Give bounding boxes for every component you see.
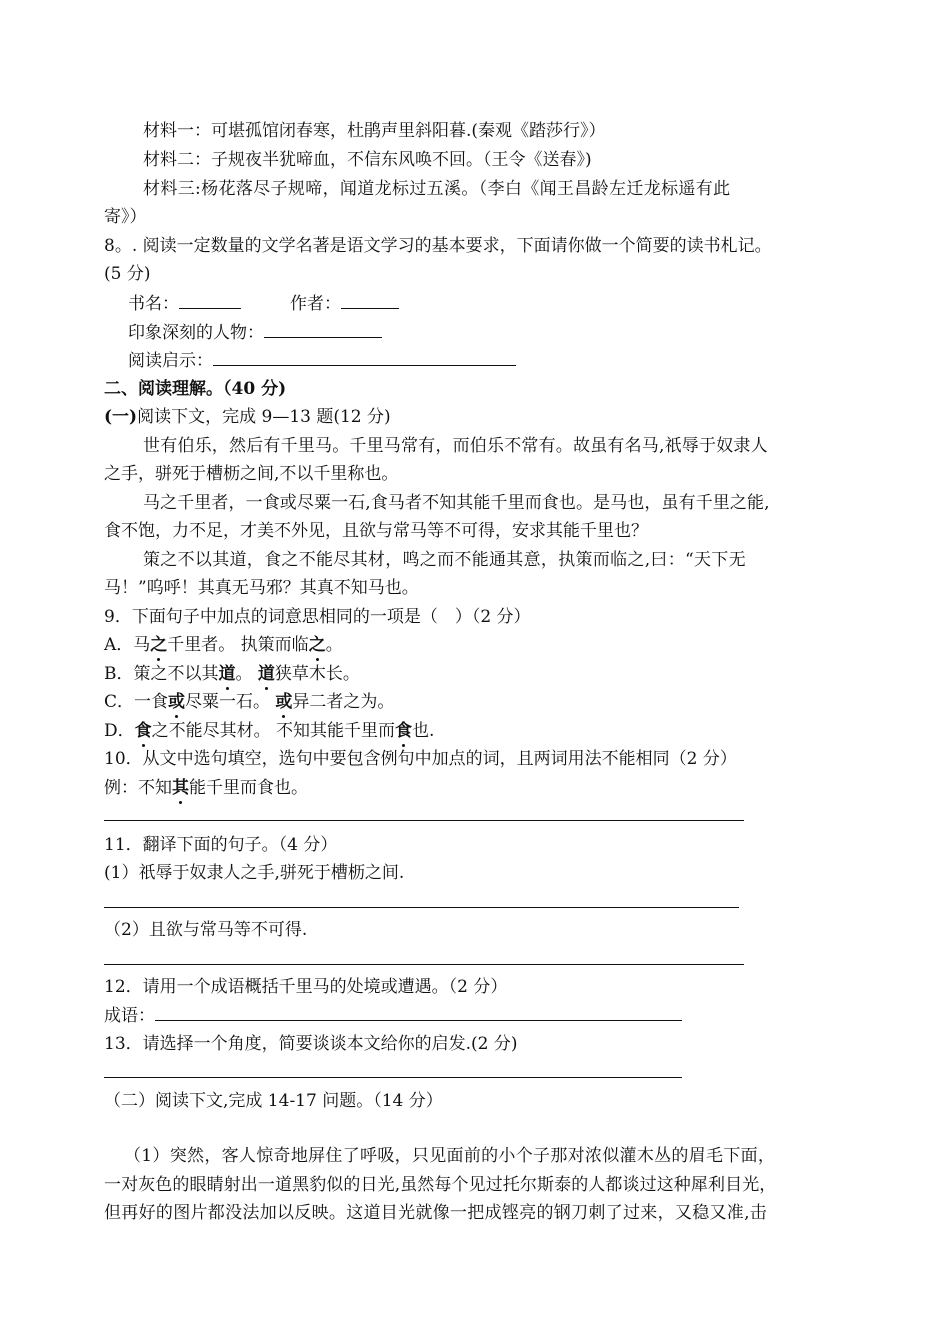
- option-text: 也.: [412, 721, 435, 741]
- q10-example: [104, 778, 308, 798]
- q8-stem: 8。. 阅读一定数量的文学名著是语文学习的基本要求，下面请你做一个简要的读书札记。: [104, 236, 772, 256]
- part-2-title: （二）阅读下文,完成 14-17 问题。（14 分）: [104, 1091, 443, 1111]
- q12-idiom-field: [104, 1005, 682, 1026]
- part-2-line: 一对灰色的眼睛射出一道黑豹似的日光,虽然每个见过托尔斯泰的人都谈过这种犀利目光，: [104, 1175, 777, 1195]
- author-blank[interactable]: [341, 293, 399, 309]
- dotted-word: 或: [168, 692, 186, 712]
- section-2-title: 二、阅读理解。（40 分): [104, 379, 287, 399]
- q8-score: (5 分): [104, 264, 151, 284]
- option-text: 异二者之为。: [292, 692, 395, 712]
- option-text: 尽粟一石。: [185, 692, 276, 712]
- character-blank[interactable]: [264, 322, 382, 338]
- q11-stem: 11．翻译下面的句子。（4 分）: [104, 835, 338, 855]
- part-1-text: 阅读下文，完成 9—13 题(12 分): [137, 407, 391, 427]
- option-text: 。: [325, 635, 343, 655]
- dotted-word: 道: [257, 664, 275, 684]
- dotted-word: 食: [134, 721, 152, 741]
- passage-line: 世有伯乐，然后有千里马。千里马常有，而伯乐不常有。故虽有名马,祇辱于奴隶人: [143, 436, 768, 456]
- q11-answer-line-2[interactable]: [104, 964, 744, 965]
- part-2-line: （1）突然，客人惊奇地屏住了呼吸，只见面前的小个子那对浓似灌木丛的眉毛下面，: [124, 1146, 776, 1166]
- book-title-blank[interactable]: [179, 293, 241, 309]
- character-label: 印象深刻的人物：: [128, 323, 264, 343]
- idiom-label: 成语：: [104, 1006, 155, 1026]
- part-1-prefix: (一): [104, 407, 138, 427]
- dotted-word: 之: [150, 635, 168, 655]
- example-text: 能千里而食也。: [189, 778, 308, 798]
- passage-line: 食不饱，力不足，才美不外见，且欲与常马等不可得，安求其能千里也？: [104, 521, 648, 541]
- q11-answer-line-1[interactable]: [104, 907, 739, 908]
- option-text: B．策之不以其: [104, 664, 219, 684]
- q11-sentence-1: (1）祇辱于奴隶人之手,骈死于槽枥之间.: [104, 863, 405, 883]
- book-title-label: 书名：: [128, 294, 179, 314]
- character-field: [128, 322, 382, 343]
- q13-stem: 13．请选择一个角度，简要谈谈本文给你的启发.(2 分): [104, 1034, 518, 1054]
- author-label: 作者：: [290, 294, 341, 314]
- passage-line: 马之千里者，一食或尽粟一石,食马者不知其能千里而食也。是马也，虽有千里之能,: [143, 493, 770, 513]
- q9-option-b[interactable]: [104, 664, 360, 684]
- insight-field: [128, 350, 516, 371]
- dotted-word: 或: [275, 692, 293, 712]
- passage-line: 马！”呜呼！其真无马邪？其真不知马也。: [104, 578, 419, 598]
- author-field: [290, 293, 399, 314]
- option-text: C．一食: [104, 692, 169, 712]
- dotted-word: 道: [218, 664, 236, 684]
- insight-label: 阅读启示：: [128, 351, 213, 371]
- passage-line: 策之不以其道，食之不能尽其材，鸣之而不能通其意，执策而临之,曰：“天下无: [143, 550, 746, 570]
- dotted-word: 其: [172, 778, 189, 798]
- q9-option-a[interactable]: [104, 635, 343, 655]
- option-text: 狭草木长。: [274, 664, 360, 684]
- q9-option-c[interactable]: [104, 692, 394, 712]
- dotted-word: 食: [395, 721, 413, 741]
- option-text: D．: [104, 721, 135, 741]
- passage-line: 之手，骈死于槽枥之间,不以千里称也。: [104, 464, 399, 484]
- option-text: 。: [235, 664, 258, 684]
- material-2: 材料二：子规夜半犹啼血，不信东风唤不回。（王令《送春》): [143, 150, 592, 170]
- option-text: A．马: [104, 635, 151, 655]
- option-text: 千里者。 执策而临: [167, 635, 309, 655]
- idiom-blank[interactable]: [155, 1005, 682, 1021]
- material-1: 材料一：可堪孤馆闭春寒，杜鹃声里斜阳暮.(秦观《踏莎行》）: [143, 121, 606, 141]
- material-3-cont: 寄》）: [104, 207, 147, 227]
- q9-option-d[interactable]: [104, 721, 434, 741]
- material-3: 材料三:杨花落尽子规啼，闻道龙标过五溪。（李白《闻王昌龄左迁龙标遥有此: [143, 179, 731, 199]
- book-title-field: [128, 293, 241, 314]
- q9-stem: 9．下面句子中加点的词意思相同的一项是（ ）（2 分）: [104, 607, 531, 627]
- q10-answer-line[interactable]: [104, 820, 744, 821]
- dotted-word: 之: [308, 635, 326, 655]
- insight-blank[interactable]: [213, 350, 516, 366]
- q11-sentence-2: （2）且欲与常马等不可得.: [104, 920, 308, 940]
- part-2-line: 但再好的图片都没法加以反映。这道目光就像一把成铿亮的钢刀刺了过来，又稳又准,击: [104, 1203, 768, 1223]
- part-1-heading: [104, 407, 391, 427]
- q12-stem: 12．请用一个成语概括千里马的处境或遭遇。（2 分）: [104, 977, 508, 997]
- q13-answer-line[interactable]: [104, 1077, 682, 1078]
- example-text: 例：不知: [104, 778, 172, 798]
- q10-stem: 10．从文中选句填空，选句中要包含例句中加点的词，且两词用法不能相同（2 分）: [104, 749, 737, 769]
- option-text: 之不能尽其材。 不知其能千里而: [151, 721, 396, 741]
